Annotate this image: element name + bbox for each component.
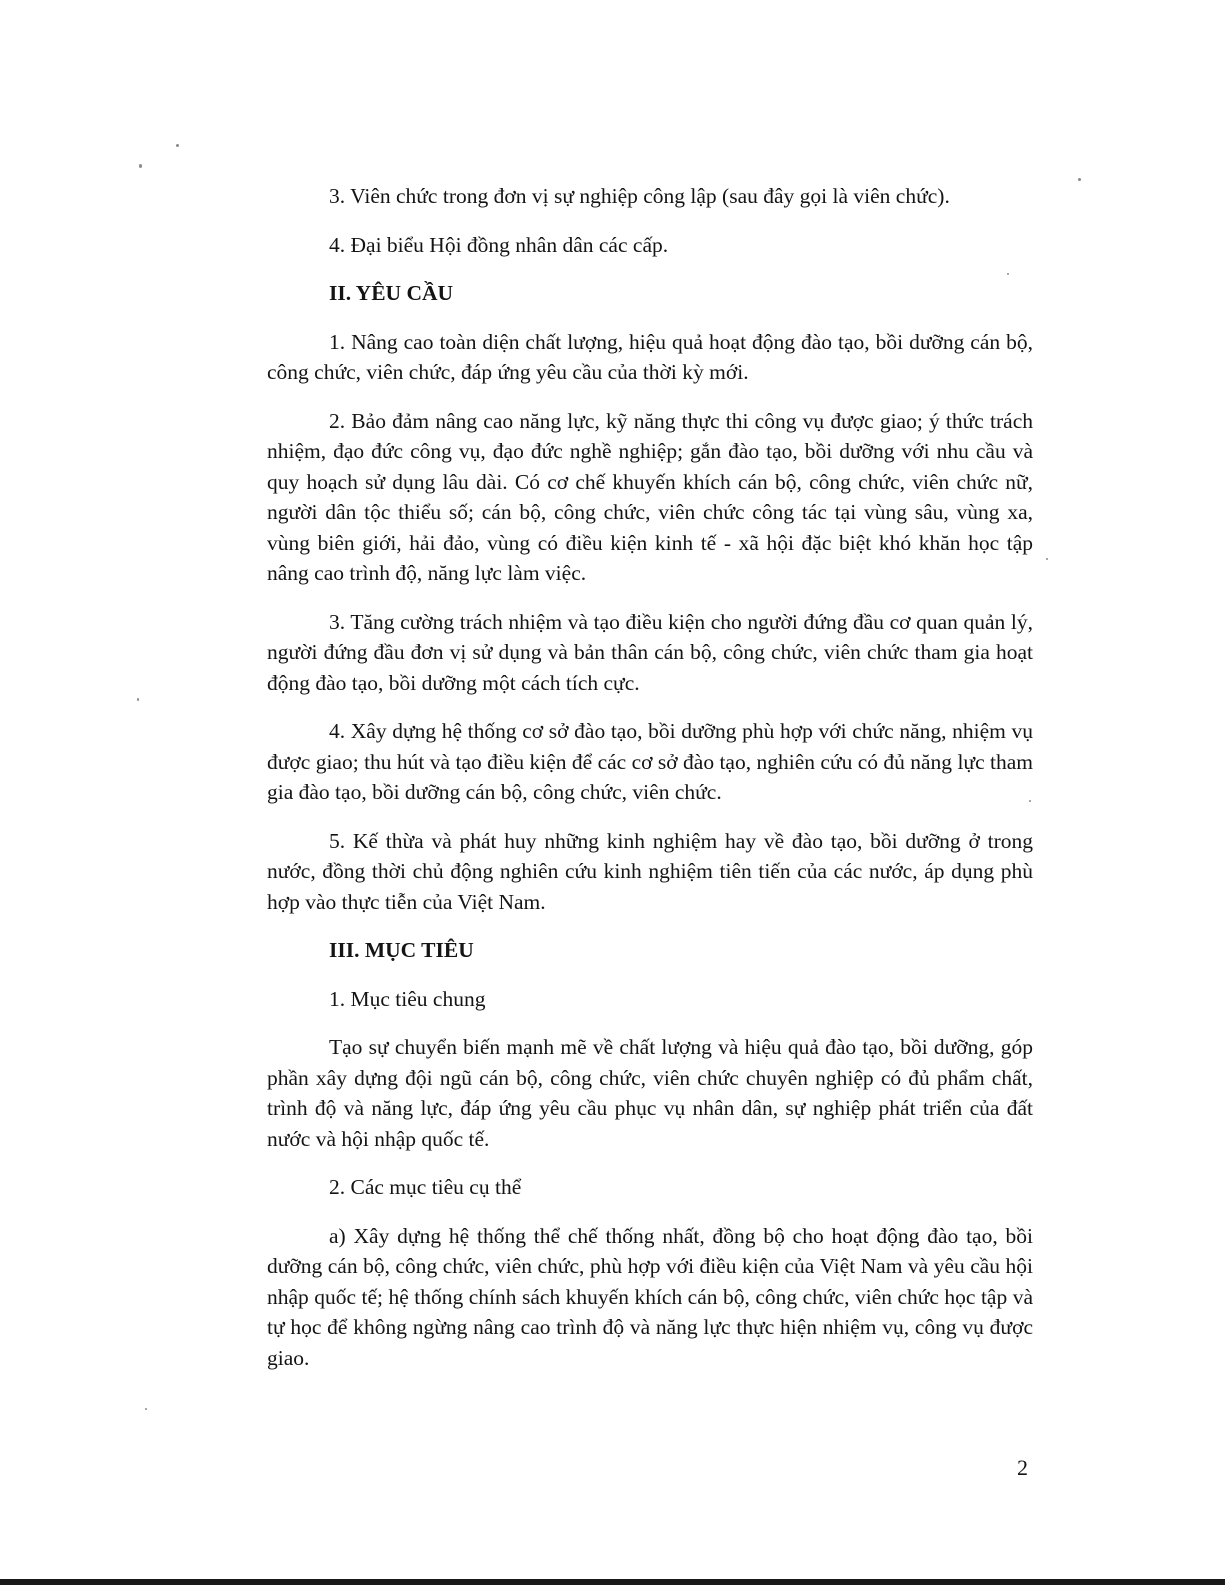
scan-bottom-edge [0,1579,1225,1585]
document-body [267,181,1033,1391]
scan-speck [176,144,179,147]
section-iii-heading: III. MỤC TIÊU [329,938,474,962]
scan-speck [137,698,139,701]
requirement-1: 1. Nâng cao toàn diện chất lượng, hiệu quả hoạt động đào tạo, bồi dưỡng cán bộ, công chức, viên chức, đáp ứng yêu cầu của thời kỳ mới. [267,329,1033,384]
requirement-3: 3. Tăng cường trách nhiệm và tạo điều kiện cho người đứng đầu cơ quan quản lý, người đứng đầu đơn vị sử dụng và bản thân cán bộ, công chức, viên chức tham gia hoạt động đào tạo, bồi dưỡng một cách tích cực. [267,609,1033,695]
requirement-4: 4. Xây dựng hệ thống cơ sở đào tạo, bồi dưỡng phù hợp với chức năng, nhiệm vụ được giao; thu hút và tạo điều kiện để các cơ sở đào tạo, nghiên cứu có đủ năng lực tham gia đào tạo, bồi dưỡng cán bộ, công chức, viên chức. [267,719,1033,804]
page-number: 2 [1017,1455,1028,1480]
scan-speck [1078,178,1081,181]
scan-speck [145,1408,147,1410]
general-objective-text: Tạo sự chuyển biến mạnh mẽ về chất lượng và hiệu quả đào tạo, bồi dưỡng, góp phần xây dựng đội ngũ cán bộ, công chức, viên chức chuyên nghiệp có đủ phẩm chất, trình độ và năng lực, đáp ứng yêu cầu phục vụ nhân dân, sự nghiệp phát triển của đất nước và hội nhập quốc tế. [267,1035,1033,1151]
scope-item-4: 4. Đại biểu Hội đồng nhân dân các cấp. [329,232,669,257]
scan-speck [1046,558,1048,560]
scope-item-3: 3. Viên chức trong đơn vị sự nghiệp công lập (sau đây gọi là viên chức). [329,184,950,208]
requirement-5: 5. Kế thừa và phát huy những kinh nghiệm hay về đào tạo, bồi dưỡng ở trong nước, đồng thời chủ động nghiên cứu kinh nghiệm tiên tiến của các nước, áp dụng phù hợp vào thực tiễn của Việt Nam. [267,828,1033,914]
general-objective-title: 1. Mục tiêu chung [329,986,486,1011]
specific-objective-a: a) Xây dựng hệ thống thể chế thống nhất, đồng bộ cho hoạt động đào tạo, bồi dưỡng cán bộ, công chức, viên chức, phù hợp với điều kiện của Việt Nam và yêu cầu hội nhập quốc tế; hệ thống chính sách khuyến khích cán bộ, công chức, viên chức học tập và tự học để không ngừng nâng cao trình độ và năng lực thực hiện nhiệm vụ, công vụ được giao. [267,1223,1033,1370]
section-ii-heading: II. YÊU CẦU [329,281,454,305]
requirement-2: 2. Bảo đảm nâng cao năng lực, kỹ năng thực thi công vụ được giao; ý thức trách nhiệm, đạo đức công vụ, đạo đức nghề nghiệp; gắn đào tạo, bồi dưỡng với nhu cầu và quy hoạch sử dụng lâu dài. Có cơ chế khuyến khích cán bộ, công chức, viên chức nữ, người dân tộc thiểu số; cán bộ, công chức, viên chức công tác tại vùng sâu, vùng xa, vùng biên giới, hải đảo, vùng có điều kiện kinh tế - xã hội đặc biệt khó khăn học tập nâng cao trình độ, năng lực làm việc. [267,408,1033,585]
specific-objectives-title: 2. Các mục tiêu cụ thể [329,1175,522,1199]
scan-speck [139,164,142,168]
